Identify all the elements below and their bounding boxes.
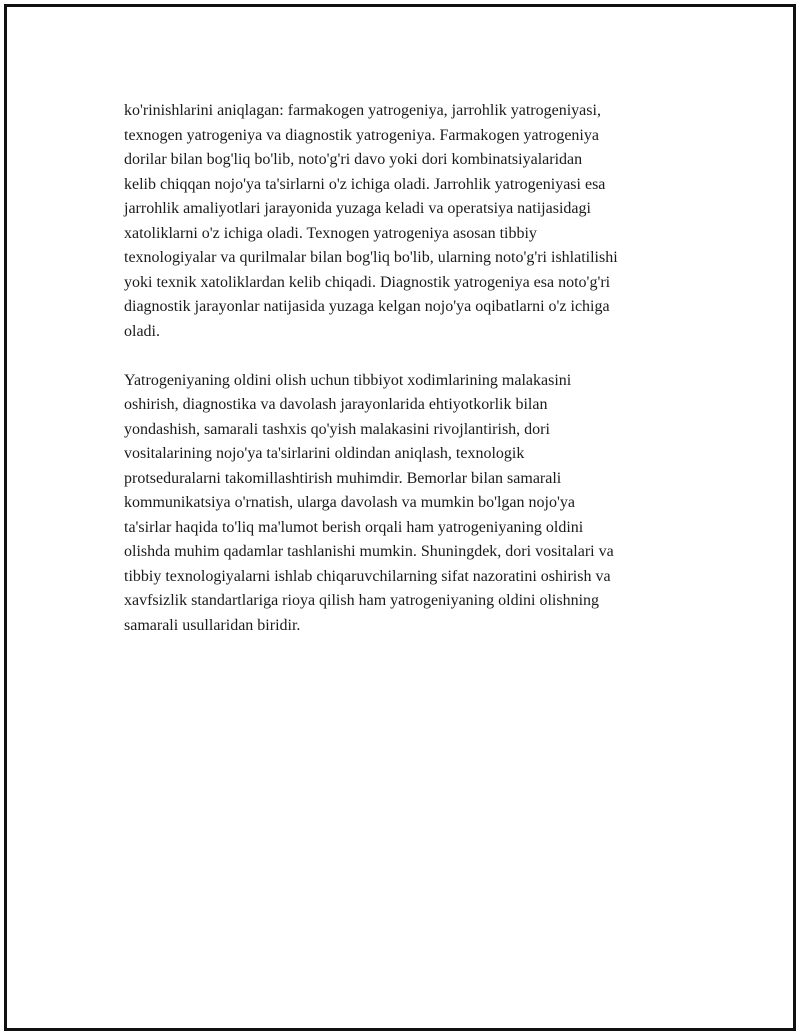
text-line: ko'rinishlarini aniqlagan: farmakogen yatrogeniya, jarrohlik yatrogeniyasi,: [124, 102, 601, 119]
text-line: olishda muhim qadamlar tashlanishi mumkin. Shuningdek, dori vositalari va: [124, 543, 614, 560]
text-line: xavfsizlik standartlariga rioya qilish ham yatrogeniyaning oldini olishning: [124, 592, 600, 609]
paragraph-2: [124, 369, 704, 639]
text-line: texnogen yatrogeniya va diagnostik yatrogeniya. Farmakogen yatrogeniya: [124, 126, 599, 144]
text-line: ta'sirlar haqida to'liq ma'lumot berish orqali ham yatrogeniyaning oldini: [124, 518, 584, 536]
text-line: kommunikatsiya o'rnatish, ularga davolash va mumkin bo'lgan nojo'ya: [124, 494, 575, 511]
text-line: protseduralarni takomillashtirish muhimdir. Bemorlar bilan samarali: [124, 469, 562, 487]
text-line: diagnostik jarayonlar natijasida yuzaga kelgan nojo'ya oqibatlarni o'z ichiga: [124, 298, 610, 315]
paragraph-1: [124, 99, 704, 344]
text-line: vositalarining nojo'ya ta'sirlarini oldindan aniqlash, texnologik: [124, 445, 525, 462]
text-line: kelib chiqqan nojo'ya ta'sirlarni o'z ichiga oladi. Jarrohlik yatrogeniyasi esa: [124, 175, 606, 193]
text-line: samarali usullaridan biridir.: [124, 616, 301, 634]
text-line: texnologiyalar va qurilmalar bilan bog'liq bo'lib, ularning noto'g'ri ishlatilishi: [124, 249, 618, 266]
page-frame: [4, 4, 796, 1031]
text-line: yoki texnik xatoliklardan kelib chiqadi. Diagnostik yatrogeniya esa noto'g'ri: [124, 273, 611, 291]
text-line: Yatrogeniyaning oldini olish uchun tibbiyot xodimlarining malakasini: [124, 371, 572, 389]
text-line: tibbiy texnologiyalarni ishlab chiqaruvchilarning sifat nazoratini oshirish va: [124, 567, 611, 585]
text-line: oladi.: [124, 322, 160, 340]
text-line: jarrohlik amaliyotlari jarayonida yuzaga keladi va operatsiya natijasidagi: [124, 200, 591, 217]
document-body: [124, 99, 704, 663]
text-line: yondashish, samarali tashxis qo'yish malakasini rivojlantirish, dori: [124, 420, 550, 438]
text-line: oshirish, diagnostika va davolash jarayonlarida ehtiyotkorlik bilan: [124, 396, 548, 413]
text-line: xatoliklarni o'z ichiga oladi. Texnogen yatrogeniya asosan tibbiy: [124, 224, 537, 242]
text-line: dorilar bilan bog'liq bo'lib, noto'g'ri davo yoki dori kombinatsiyalaridan: [124, 151, 583, 168]
